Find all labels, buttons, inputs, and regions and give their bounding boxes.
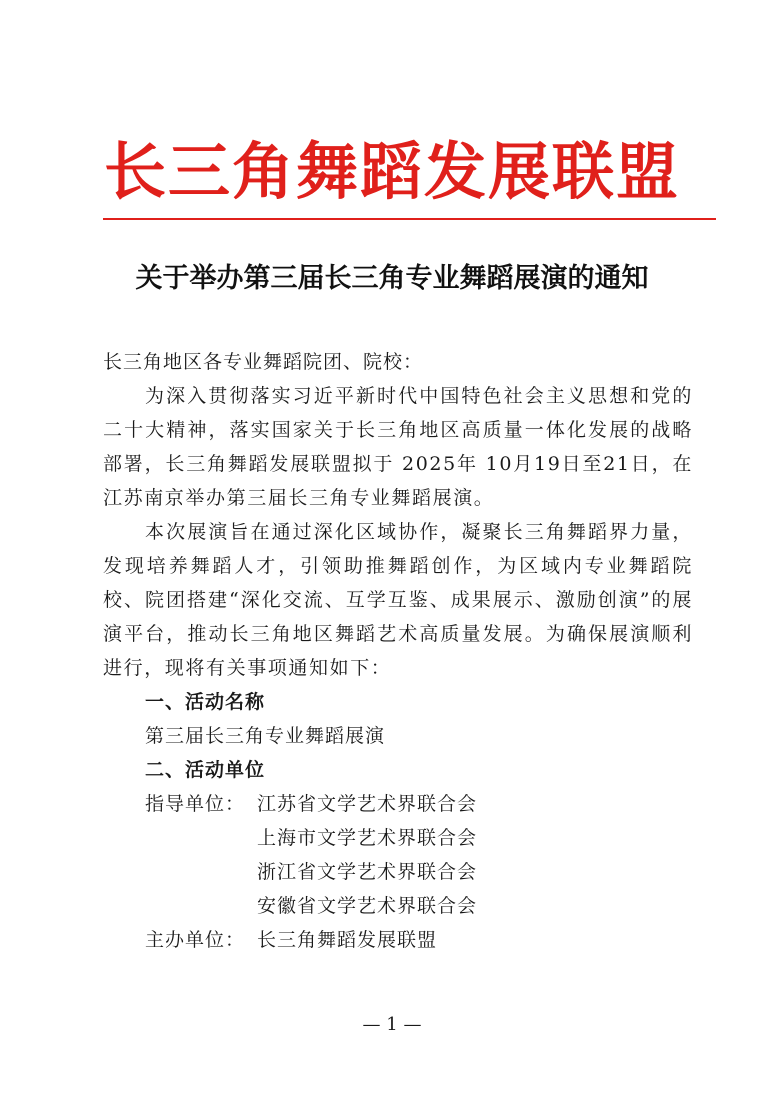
notice-body [103,345,693,957]
guiding-unit: 浙江省文学艺术界联合会 [257,861,478,883]
guiding-unit-label: 指导单位： [145,793,246,815]
salutation: 长三角地区各专业舞蹈院团、院校： [103,351,424,373]
host-unit: 长三角舞蹈发展联盟 [257,929,438,951]
notice-title: 关于举办第三届长三角专业舞蹈展演的通知 [135,263,649,294]
paragraph-aims: 本次展演旨在通过深化区域协作，凝聚长三角舞蹈界力量，发现培养舞蹈人才，引领助推舞蹈创作，为区域内专业舞蹈院校、院团搭建“深化交流、互学互鉴、成果展示、激励创演”的展演平台，推动长三角地区舞蹈艺术高质量发展。为确保展演顺利进行，现将有关事项通知如下： [103,521,693,679]
guiding-unit: 安徽省文学艺术界联合会 [257,895,478,917]
host-unit-row [103,923,693,957]
activity-name: 第三届长三角专业舞蹈展演 [145,725,386,747]
paragraph-purpose: 为深入贯彻落实习近平新时代中国特色社会主义思想和党的二十大精神，落实国家关于长三角地区高质量一体化发展的战略部署，长三角舞蹈发展联盟拟于 2025年 10月19日至21日，在江苏南京举办第三届长三角专业舞蹈展演。 [103,385,693,509]
guiding-unit-row [103,787,693,821]
guiding-unit-row [103,821,693,855]
guiding-unit-row [103,855,693,889]
guiding-unit-row [103,889,693,923]
guiding-unit: 上海市文学艺术界联合会 [257,827,478,849]
letterhead-divider [103,218,716,220]
host-unit-label: 主办单位： [145,929,246,951]
organization-letterhead: 长三角舞蹈发展联盟 [103,135,680,208]
page-number: — 1 — [362,1014,422,1035]
section-heading-activity-name: 一、活动名称 [145,691,266,713]
section-heading-activity-units: 二、活动单位 [145,759,266,781]
guiding-unit: 江苏省文学艺术界联合会 [257,793,478,815]
